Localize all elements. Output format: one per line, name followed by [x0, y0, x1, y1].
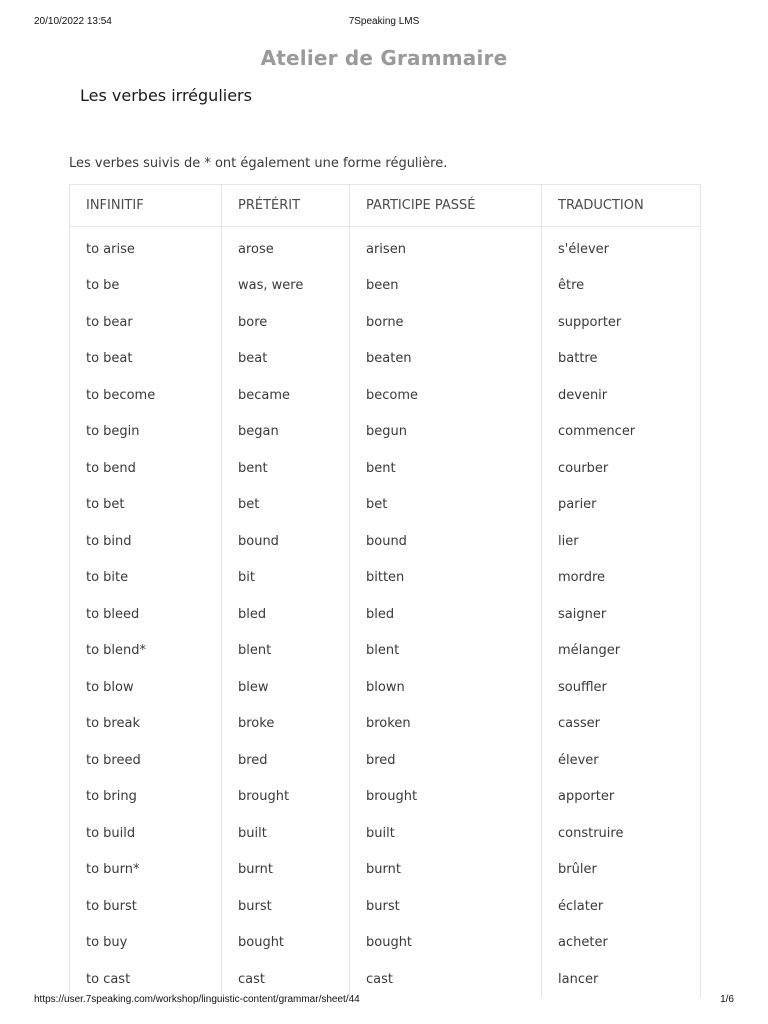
table-row — [70, 742, 701, 779]
cell-infinitif: to bend — [70, 450, 222, 487]
cell-preterit: bound — [222, 523, 350, 560]
cell-traduction: lier — [542, 523, 701, 560]
cell-traduction: souffler — [542, 669, 701, 706]
header-traduction: TRADUCTION — [542, 185, 701, 227]
cell-traduction: construire — [542, 815, 701, 852]
cell-traduction: parier — [542, 487, 701, 524]
cell-traduction: être — [542, 268, 701, 305]
table-row — [70, 304, 701, 341]
table-row — [70, 706, 701, 743]
cell-infinitif: to break — [70, 706, 222, 743]
table-row — [70, 888, 701, 925]
cell-traduction: mordre — [542, 560, 701, 597]
cell-participe-passe: burst — [350, 888, 542, 925]
table-row — [70, 961, 701, 998]
cell-traduction: commencer — [542, 414, 701, 451]
page-title: Atelier de Grammaire — [260, 46, 508, 70]
table-row — [70, 268, 701, 305]
table-row — [70, 779, 701, 816]
table-row — [70, 925, 701, 962]
table-row — [70, 377, 701, 414]
table-row — [70, 487, 701, 524]
cell-traduction: brûler — [542, 852, 701, 889]
cell-preterit: bought — [222, 925, 350, 962]
cell-infinitif: to bring — [70, 779, 222, 816]
cell-traduction: acheter — [542, 925, 701, 962]
cell-infinitif: to burn* — [70, 852, 222, 889]
regular-form-note: Les verbes suivis de * ont également une forme régulière. — [69, 156, 448, 171]
cell-infinitif: to arise — [70, 227, 222, 268]
cell-preterit: bet — [222, 487, 350, 524]
header-preterit: PRÉTÉRIT — [222, 185, 350, 227]
cell-traduction: casser — [542, 706, 701, 743]
cell-preterit: brought — [222, 779, 350, 816]
section-title: Les verbes irréguliers — [80, 86, 252, 105]
cell-participe-passe: brought — [350, 779, 542, 816]
header-participe-passe: PARTICIPE PASSÉ — [350, 185, 542, 227]
cell-participe-passe: bitten — [350, 560, 542, 597]
cell-infinitif: to buy — [70, 925, 222, 962]
cell-infinitif: to blend* — [70, 633, 222, 670]
cell-traduction: devenir — [542, 377, 701, 414]
irregular-verbs-table — [69, 184, 701, 998]
table-row — [70, 341, 701, 378]
table-header-row — [70, 185, 701, 227]
table-row — [70, 815, 701, 852]
cell-preterit: became — [222, 377, 350, 414]
cell-preterit: built — [222, 815, 350, 852]
cell-preterit: bore — [222, 304, 350, 341]
table-row — [70, 414, 701, 451]
cell-preterit: broke — [222, 706, 350, 743]
cell-preterit: bred — [222, 742, 350, 779]
cell-participe-passe: bought — [350, 925, 542, 962]
cell-participe-passe: been — [350, 268, 542, 305]
cell-traduction: élever — [542, 742, 701, 779]
cell-participe-passe: bound — [350, 523, 542, 560]
cell-preterit: beat — [222, 341, 350, 378]
cell-traduction: battre — [542, 341, 701, 378]
cell-infinitif: to bear — [70, 304, 222, 341]
cell-preterit: burst — [222, 888, 350, 925]
cell-traduction: lancer — [542, 961, 701, 998]
table-body — [70, 227, 701, 998]
cell-infinitif: to breed — [70, 742, 222, 779]
table-row — [70, 633, 701, 670]
table-row — [70, 450, 701, 487]
print-url: https://user.7speaking.com/workshop/linguistic-content/grammar/sheet/44 — [34, 994, 360, 1005]
print-datetime: 20/10/2022 13:54 — [34, 16, 112, 27]
cell-preterit: cast — [222, 961, 350, 998]
cell-infinitif: to bind — [70, 523, 222, 560]
table-row — [70, 227, 701, 268]
cell-preterit: bit — [222, 560, 350, 597]
cell-infinitif: to bite — [70, 560, 222, 597]
cell-participe-passe: bred — [350, 742, 542, 779]
cell-participe-passe: cast — [350, 961, 542, 998]
cell-traduction: supporter — [542, 304, 701, 341]
cell-infinitif: to cast — [70, 961, 222, 998]
cell-infinitif: to bleed — [70, 596, 222, 633]
cell-participe-passe: blent — [350, 633, 542, 670]
cell-infinitif: to bet — [70, 487, 222, 524]
cell-participe-passe: built — [350, 815, 542, 852]
cell-participe-passe: broken — [350, 706, 542, 743]
cell-preterit: bent — [222, 450, 350, 487]
cell-traduction: saigner — [542, 596, 701, 633]
cell-traduction: s'élever — [542, 227, 701, 268]
table-row — [70, 852, 701, 889]
print-app-title: 7Speaking LMS — [348, 16, 420, 27]
cell-infinitif: to begin — [70, 414, 222, 451]
cell-participe-passe: bled — [350, 596, 542, 633]
cell-participe-passe: begun — [350, 414, 542, 451]
cell-traduction: éclater — [542, 888, 701, 925]
cell-participe-passe: blown — [350, 669, 542, 706]
cell-participe-passe: arisen — [350, 227, 542, 268]
table-row — [70, 560, 701, 597]
cell-preterit: bled — [222, 596, 350, 633]
table-row — [70, 523, 701, 560]
cell-infinitif: to blow — [70, 669, 222, 706]
cell-traduction: mélanger — [542, 633, 701, 670]
print-header — [34, 16, 734, 32]
cell-infinitif: to burst — [70, 888, 222, 925]
cell-infinitif: to build — [70, 815, 222, 852]
cell-preterit: was, were — [222, 268, 350, 305]
header-infinitif: INFINITIF — [70, 185, 222, 227]
cell-participe-passe: bent — [350, 450, 542, 487]
cell-participe-passe: become — [350, 377, 542, 414]
cell-participe-passe: burnt — [350, 852, 542, 889]
cell-traduction: courber — [542, 450, 701, 487]
cell-preterit: blent — [222, 633, 350, 670]
cell-participe-passe: beaten — [350, 341, 542, 378]
cell-preterit: burnt — [222, 852, 350, 889]
cell-participe-passe: bet — [350, 487, 542, 524]
table-row — [70, 596, 701, 633]
cell-participe-passe: borne — [350, 304, 542, 341]
cell-preterit: began — [222, 414, 350, 451]
cell-preterit: arose — [222, 227, 350, 268]
cell-infinitif: to be — [70, 268, 222, 305]
cell-preterit: blew — [222, 669, 350, 706]
page-number: 1/6 — [720, 994, 734, 1005]
cell-traduction: apporter — [542, 779, 701, 816]
cell-infinitif: to beat — [70, 341, 222, 378]
cell-infinitif: to become — [70, 377, 222, 414]
table-row — [70, 669, 701, 706]
print-footer — [34, 994, 734, 1010]
